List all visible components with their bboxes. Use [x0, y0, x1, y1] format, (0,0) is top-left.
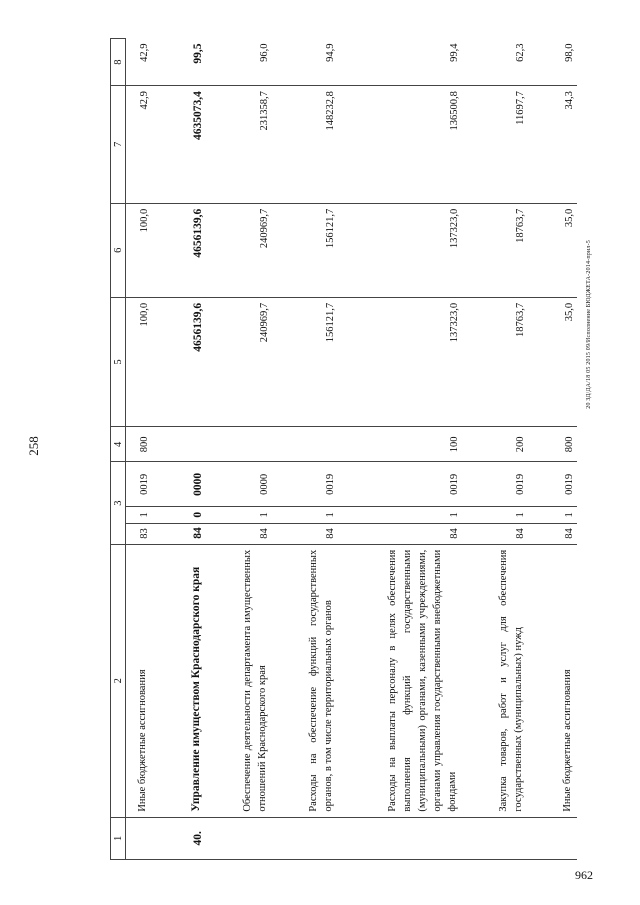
page-number-bottom: 962	[575, 868, 593, 882]
value-col7: 148232,8	[272, 86, 338, 204]
code-b: 0	[152, 507, 206, 523]
value-col8: 42,9	[126, 39, 153, 86]
row-number	[462, 817, 528, 859]
table-row	[206, 39, 272, 860]
table-row	[152, 39, 206, 860]
budget-table	[110, 38, 577, 860]
table-row	[272, 39, 338, 860]
row-name: Расходы на обеспечение функций государственных органов, в том числе территориальных органов	[272, 544, 338, 817]
code-c: 0019	[126, 462, 153, 507]
row-number	[528, 817, 577, 859]
value-col7: 136500,8	[338, 86, 462, 204]
code-d: 800	[528, 427, 577, 462]
code-b: 1	[126, 507, 153, 523]
value-col7: 11697,7	[462, 86, 528, 204]
value-col7: 42,9	[126, 86, 153, 204]
row-name: Закупка товаров, работ и услуг для обеспечения государственных (муниципальных) нужд	[462, 544, 528, 817]
table-row	[462, 39, 528, 860]
value-col5: 35,0	[528, 297, 577, 426]
code-b: 1	[272, 507, 338, 523]
value-col6: 100,0	[126, 203, 153, 297]
code-c: 0000	[206, 462, 272, 507]
col-header-7: 7	[111, 86, 126, 204]
col-header-4: 4	[111, 427, 126, 462]
code-a: 84	[272, 523, 338, 544]
value-col8: 94,9	[272, 39, 338, 86]
row-name: Обеспечение деятельности департамента имущественных отношений Краснодарского края	[206, 544, 272, 817]
table-row	[528, 39, 577, 860]
row-number	[338, 817, 462, 859]
row-number	[206, 817, 272, 859]
row-number	[272, 817, 338, 859]
code-d	[152, 427, 206, 462]
code-a: 84	[206, 523, 272, 544]
value-col6: 240969,7	[206, 203, 272, 297]
column-number-row	[111, 39, 126, 860]
col-header-1: 1	[111, 817, 126, 859]
value-col8: 98,0	[528, 39, 577, 86]
col-header-3: 3	[111, 462, 126, 544]
code-a: 84	[462, 523, 528, 544]
code-c: 0019	[272, 462, 338, 507]
value-col6: 4656139,6	[152, 203, 206, 297]
value-col6: 137323,0	[338, 203, 462, 297]
value-col8: 62,3	[462, 39, 528, 86]
value-col5: 137323,0	[338, 297, 462, 426]
value-col6: 156121,7	[272, 203, 338, 297]
code-d	[206, 427, 272, 462]
value-col7: 4635073,4	[152, 86, 206, 204]
code-d: 100	[338, 427, 462, 462]
code-b: 1	[338, 507, 462, 523]
value-col7: 231358,7	[206, 86, 272, 204]
col-header-6: 6	[111, 203, 126, 297]
code-d: 800	[126, 427, 153, 462]
code-c: 0019	[528, 462, 577, 507]
code-b: 1	[528, 507, 577, 523]
value-col6: 35,0	[528, 203, 577, 297]
row-name: Иные бюджетные ассигнования	[126, 544, 153, 817]
code-c: 0000	[152, 462, 206, 507]
table-row	[126, 39, 153, 860]
value-col7: 34,3	[528, 86, 577, 204]
table-row	[338, 39, 462, 860]
row-name: Расходы на выплаты персоналу в целях обеспечения выполнения функций государственными (муниципальными) органами, казенными учреждениями, органами управления государственными внебюджетными фондами	[338, 544, 462, 817]
value-col5: 240969,7	[206, 297, 272, 426]
col-header-5: 5	[111, 297, 126, 426]
value-col8: 96,0	[206, 39, 272, 86]
value-col5: 156121,7	[272, 297, 338, 426]
rotated-table-wrapper	[110, 38, 575, 860]
code-c: 0019	[462, 462, 528, 507]
row-number	[126, 817, 153, 859]
code-a: 84	[338, 523, 462, 544]
value-col8: 99,5	[152, 39, 206, 86]
row-name: Управление имуществом Краснодарского края	[152, 544, 206, 817]
value-col5: 4656139,6	[152, 297, 206, 426]
code-a: 84	[528, 523, 577, 544]
value-col6: 18763,7	[462, 203, 528, 297]
code-d: 200	[462, 427, 528, 462]
col-header-2: 2	[111, 544, 126, 817]
row-name: Иные бюджетные ассигнования	[528, 544, 577, 817]
value-col5: 18763,7	[462, 297, 528, 426]
page-number-top: 258	[25, 436, 41, 456]
row-number: 40.	[152, 817, 206, 859]
value-col8: 99,4	[338, 39, 462, 86]
code-d	[272, 427, 338, 462]
code-a: 84	[152, 523, 206, 544]
code-b: 1	[462, 507, 528, 523]
code-c: 0019	[338, 462, 462, 507]
footer-file-code: 20 ЗД/ДА/18 05 2015 09/Исполнение БЮДЖЕТА-2014-прил-5	[586, 240, 592, 409]
code-b: 1	[206, 507, 272, 523]
code-a: 83	[126, 523, 153, 544]
col-header-8: 8	[111, 39, 126, 86]
value-col5: 100,0	[126, 297, 153, 426]
